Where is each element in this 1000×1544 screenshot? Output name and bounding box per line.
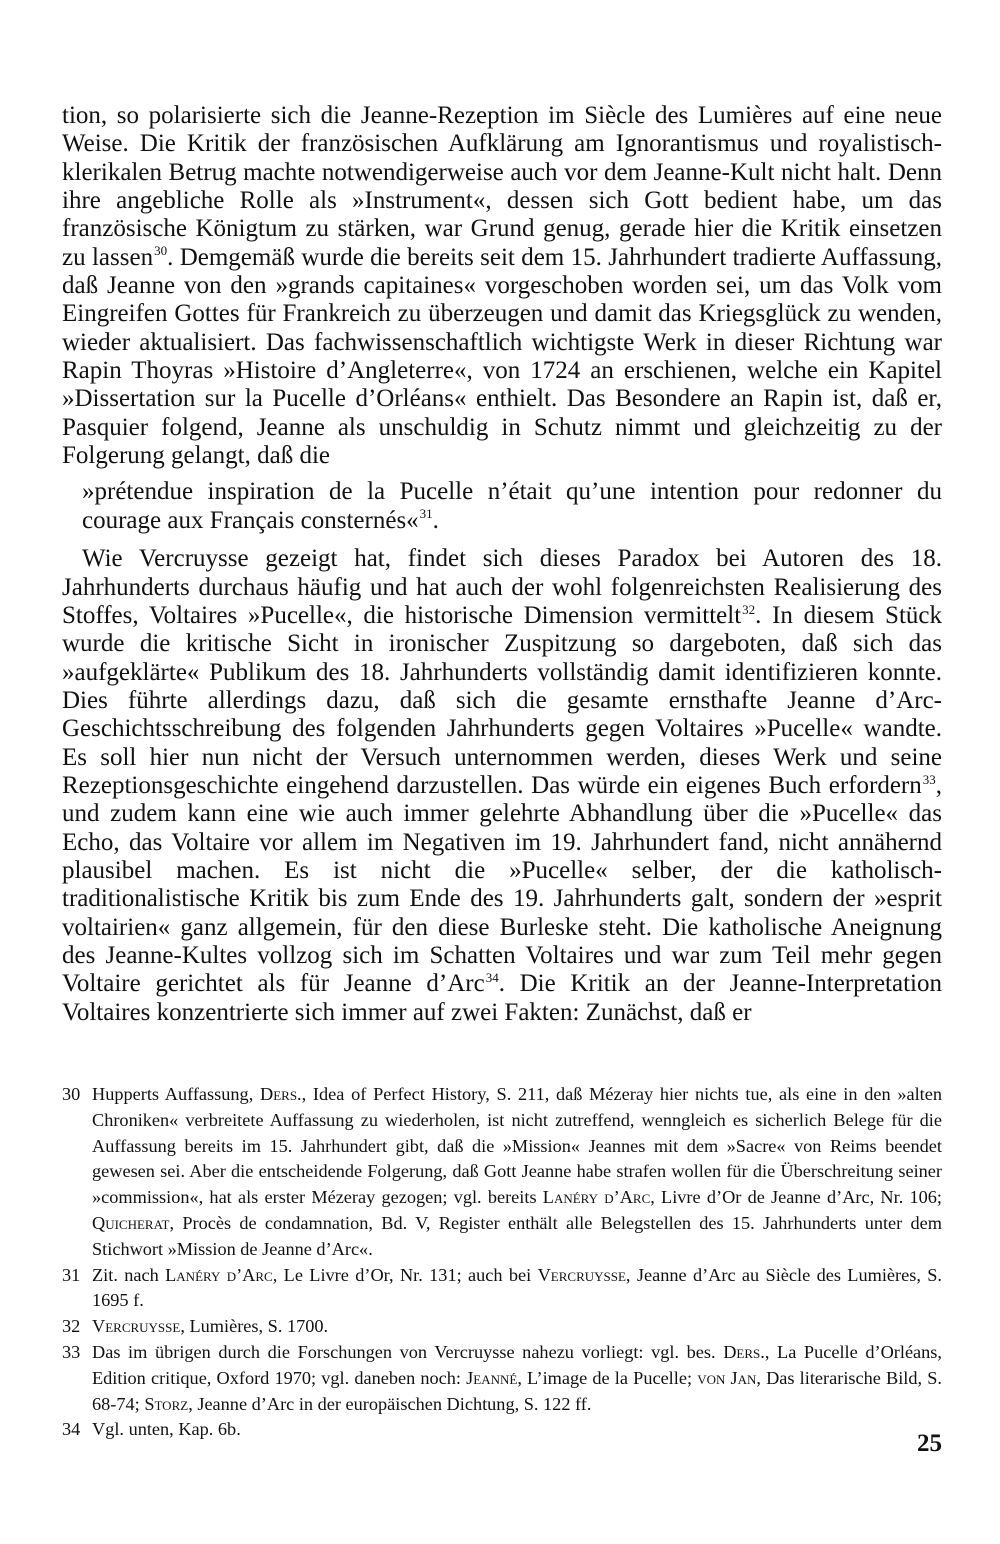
page-number: 25 [917, 1430, 942, 1457]
footnote-text [92, 1263, 942, 1315]
footnote-ref-34[interactable]: 34 [485, 969, 499, 985]
main-text [62, 102, 942, 1027]
author-name: Quicherat [92, 1212, 170, 1233]
quote-text: »prétendue inspiration de la Pucelle n’était qu’une intention pour redonner du courage aux Français consternés« [82, 478, 942, 534]
text-run: , Jeanne d’Arc in der europäischen Dichtung, S. 122 ff. [188, 1393, 592, 1414]
text-run: , Idea of Perfect History, S. 211, daß Mézeray hier nichts tue, als eine in den »alten Chroniken« verbreitete Auffassung zu wiederholen, ist nicht zutreffend, wenngleich es sicherlich Belege für die Auffassung bereits im 15. Jahrhundert gibt, daß die »Mission« Jeannes mit dem »Sacre« von Reims beendet gewesen sei. Aber die entscheidende Folgerung, daß Gott Jeanne habe strafen wollen für die Überschreitung seiner »commission«, hat als erster Mézeray gezogen; vgl. bereits [92, 1084, 942, 1208]
text-run: , La Pucelle d’Orléans, Edition critique, Oxford 1970; vgl. daneben noch: [92, 1341, 942, 1388]
footnote-ref-30[interactable]: 30 [154, 243, 168, 259]
text-run: , Livre d’Or de Jeanne d’Arc, Nr. 106; [650, 1187, 942, 1208]
text-run: Wie Vercruysse gezeigt hat, findet sich dieses Paradox bei Autoren des 18. Jahrhunderts durchaus häufig und hat auch der wohl folgenreichsten Realisierung des Stoffes, Voltaires »Pucelle«, die historische Dimension vermittelt [62, 545, 942, 629]
footnote-ref-31[interactable]: 31 [419, 506, 433, 522]
footnote-ref-32[interactable]: 32 [742, 601, 756, 617]
footnote-number: 32 [62, 1316, 81, 1337]
text-run: . Demgemäß wurde die bereits seit dem 15. Jahrhundert tradierte Auffassung, daß Jeanne von den »grands capitaines« vorgeschoben worden sei, um das Volk vom Eingreifen Gottes für Frankreich zu überzeugen und damit das Kriegsglück zu wenden, wieder aktualisiert. Das fachwissenschaftlich wichtigste Werk in dieser Richtung war Rapin Thoyras »Histoire d’Angleterre«, von 1724 an erschienen, welche ein Kapitel »Dissertation sur la Pucelle d’Orléans« enthielt. Das Besondere an Rapin ist, daß er, Pasquier folgend, Jeanne als unschuldig in Schutz nimmt und gleichzeitig zu der Folgerung gelangt, daß die [62, 243, 942, 470]
block-quote [82, 478, 942, 535]
author-name: Storz [144, 1393, 189, 1414]
author-name: von Jan [697, 1367, 757, 1388]
footnote-text: Vgl. unten, Kap. 6b. [92, 1419, 241, 1440]
footnotes [62, 1082, 942, 1443]
author-name: Lanéry d’Arc [542, 1187, 651, 1208]
text-run: , Procès de condamnation, Bd. V, Register enthält alle Belegstellen des 15. Jahrhunderts unter dem Stichwort »Mission de Jeanne d’Arc«. [92, 1212, 942, 1259]
author-name: Ders. [723, 1341, 765, 1362]
footnote-34 [62, 1417, 942, 1443]
text-run: , L’image de la Pucelle; [517, 1367, 698, 1388]
text-run: , und zudem kann eine wie auch immer gelehrte Abhandlung über die »Pucelle« das Echo, das Voltaire vor allem im Negativen im 19. Jahrhundert fand, nicht annähernd plausibel machen. Es ist nicht die »Pucelle« selber, der die katholisch-traditionalistische Kritik bis zum Ende des 19. Jahrhunderts galt, sondern der »esprit voltairien« ganz allgemein, für den diese Burleske steht. Die katholische Aneignung des Jeanne-Kultes vollzog sich im Schatten Voltaires und war zum Teil mehr gegen Voltaire gerichtet als für Jeanne d’Arc [62, 771, 942, 998]
author-name: Vercruysse [92, 1316, 181, 1337]
footnote-number: 30 [62, 1084, 81, 1104]
footnote-30 [62, 1082, 942, 1263]
text-run: Hupperts Auffassung, [92, 1084, 260, 1104]
text-run: tion, so polarisierte sich die Jeanne-Rezeption im Siècle des Lumières auf eine neue Weise. Die Kritik der französischen Aufklärung am Ignorantismus und royalistisch-klerikalen Betrug machte notwendigerweise auch vor dem Jeanne-Kult nicht halt. Denn ihre angebliche Rolle als »Instrument«, dessen sich Gott bedient habe, um das französische Königtum zu stärken, war Grund genug, gerade hier die Kritik einsetzen zu lassen [62, 102, 942, 271]
author-name: Lanéry d’Arc [165, 1264, 273, 1285]
text-run: Zit. nach [92, 1264, 166, 1285]
author-name: Jeanné [466, 1367, 518, 1388]
text-run: , Lumières, S. 1700. [180, 1316, 329, 1337]
footnote-33 [62, 1340, 942, 1417]
footnote-text [92, 1082, 942, 1263]
text-run: , Le Livre d’Or, Nr. 131; auch bei [272, 1264, 538, 1285]
footnote-text [92, 1340, 942, 1417]
text-run: . In diesem Stück wurde die kritische Sicht in ironischer Zuspitzung so dargeboten, daß sich das »aufgeklärte« Publikum des 18. Jahrhunderts vollständig damit identifizieren konnte. Dies führte allerdings dazu, daß sich die gesamte ernsthafte Jeanne d’Arc-Geschichtsschreibung des folgenden Jahrhunderts gegen Voltaires »Pucelle« wandte. Es soll hier nun nicht der Versuch unternommen werden, dieses Werk und seine Rezeptionsgeschichte eingehend darzustellen. Das würde ein eigenes Buch erfordern [62, 601, 942, 799]
text-run: . Die Kritik an der Jeanne-Interpretation Voltaires konzentrierte sich immer auf zwei Fakten: Zunächst, daß er [62, 970, 942, 1026]
footnote-31 [62, 1263, 942, 1315]
text-run: Das im übrigen durch die Forschungen von Vercruysse nahezu vorliegt: vgl. bes. [92, 1341, 724, 1362]
author-name: Ders. [260, 1084, 302, 1104]
paragraph [62, 102, 942, 470]
author-name: Vercruysse [537, 1264, 626, 1285]
text-run: , Jeanne d’Arc au Siècle des Lumières, S. 1695 f. [92, 1264, 942, 1311]
text-run: . [432, 506, 439, 534]
footnote-32 [62, 1314, 942, 1340]
footnote-number: 34 [62, 1419, 81, 1440]
footnote-text [92, 1314, 942, 1340]
footnote-ref-33[interactable]: 33 [922, 771, 936, 787]
paragraph [62, 545, 942, 1027]
footnote-number: 31 [62, 1264, 81, 1285]
text-run: , Das literarische Bild, S. 68-74; [92, 1367, 942, 1414]
footnote-number: 33 [62, 1341, 81, 1362]
